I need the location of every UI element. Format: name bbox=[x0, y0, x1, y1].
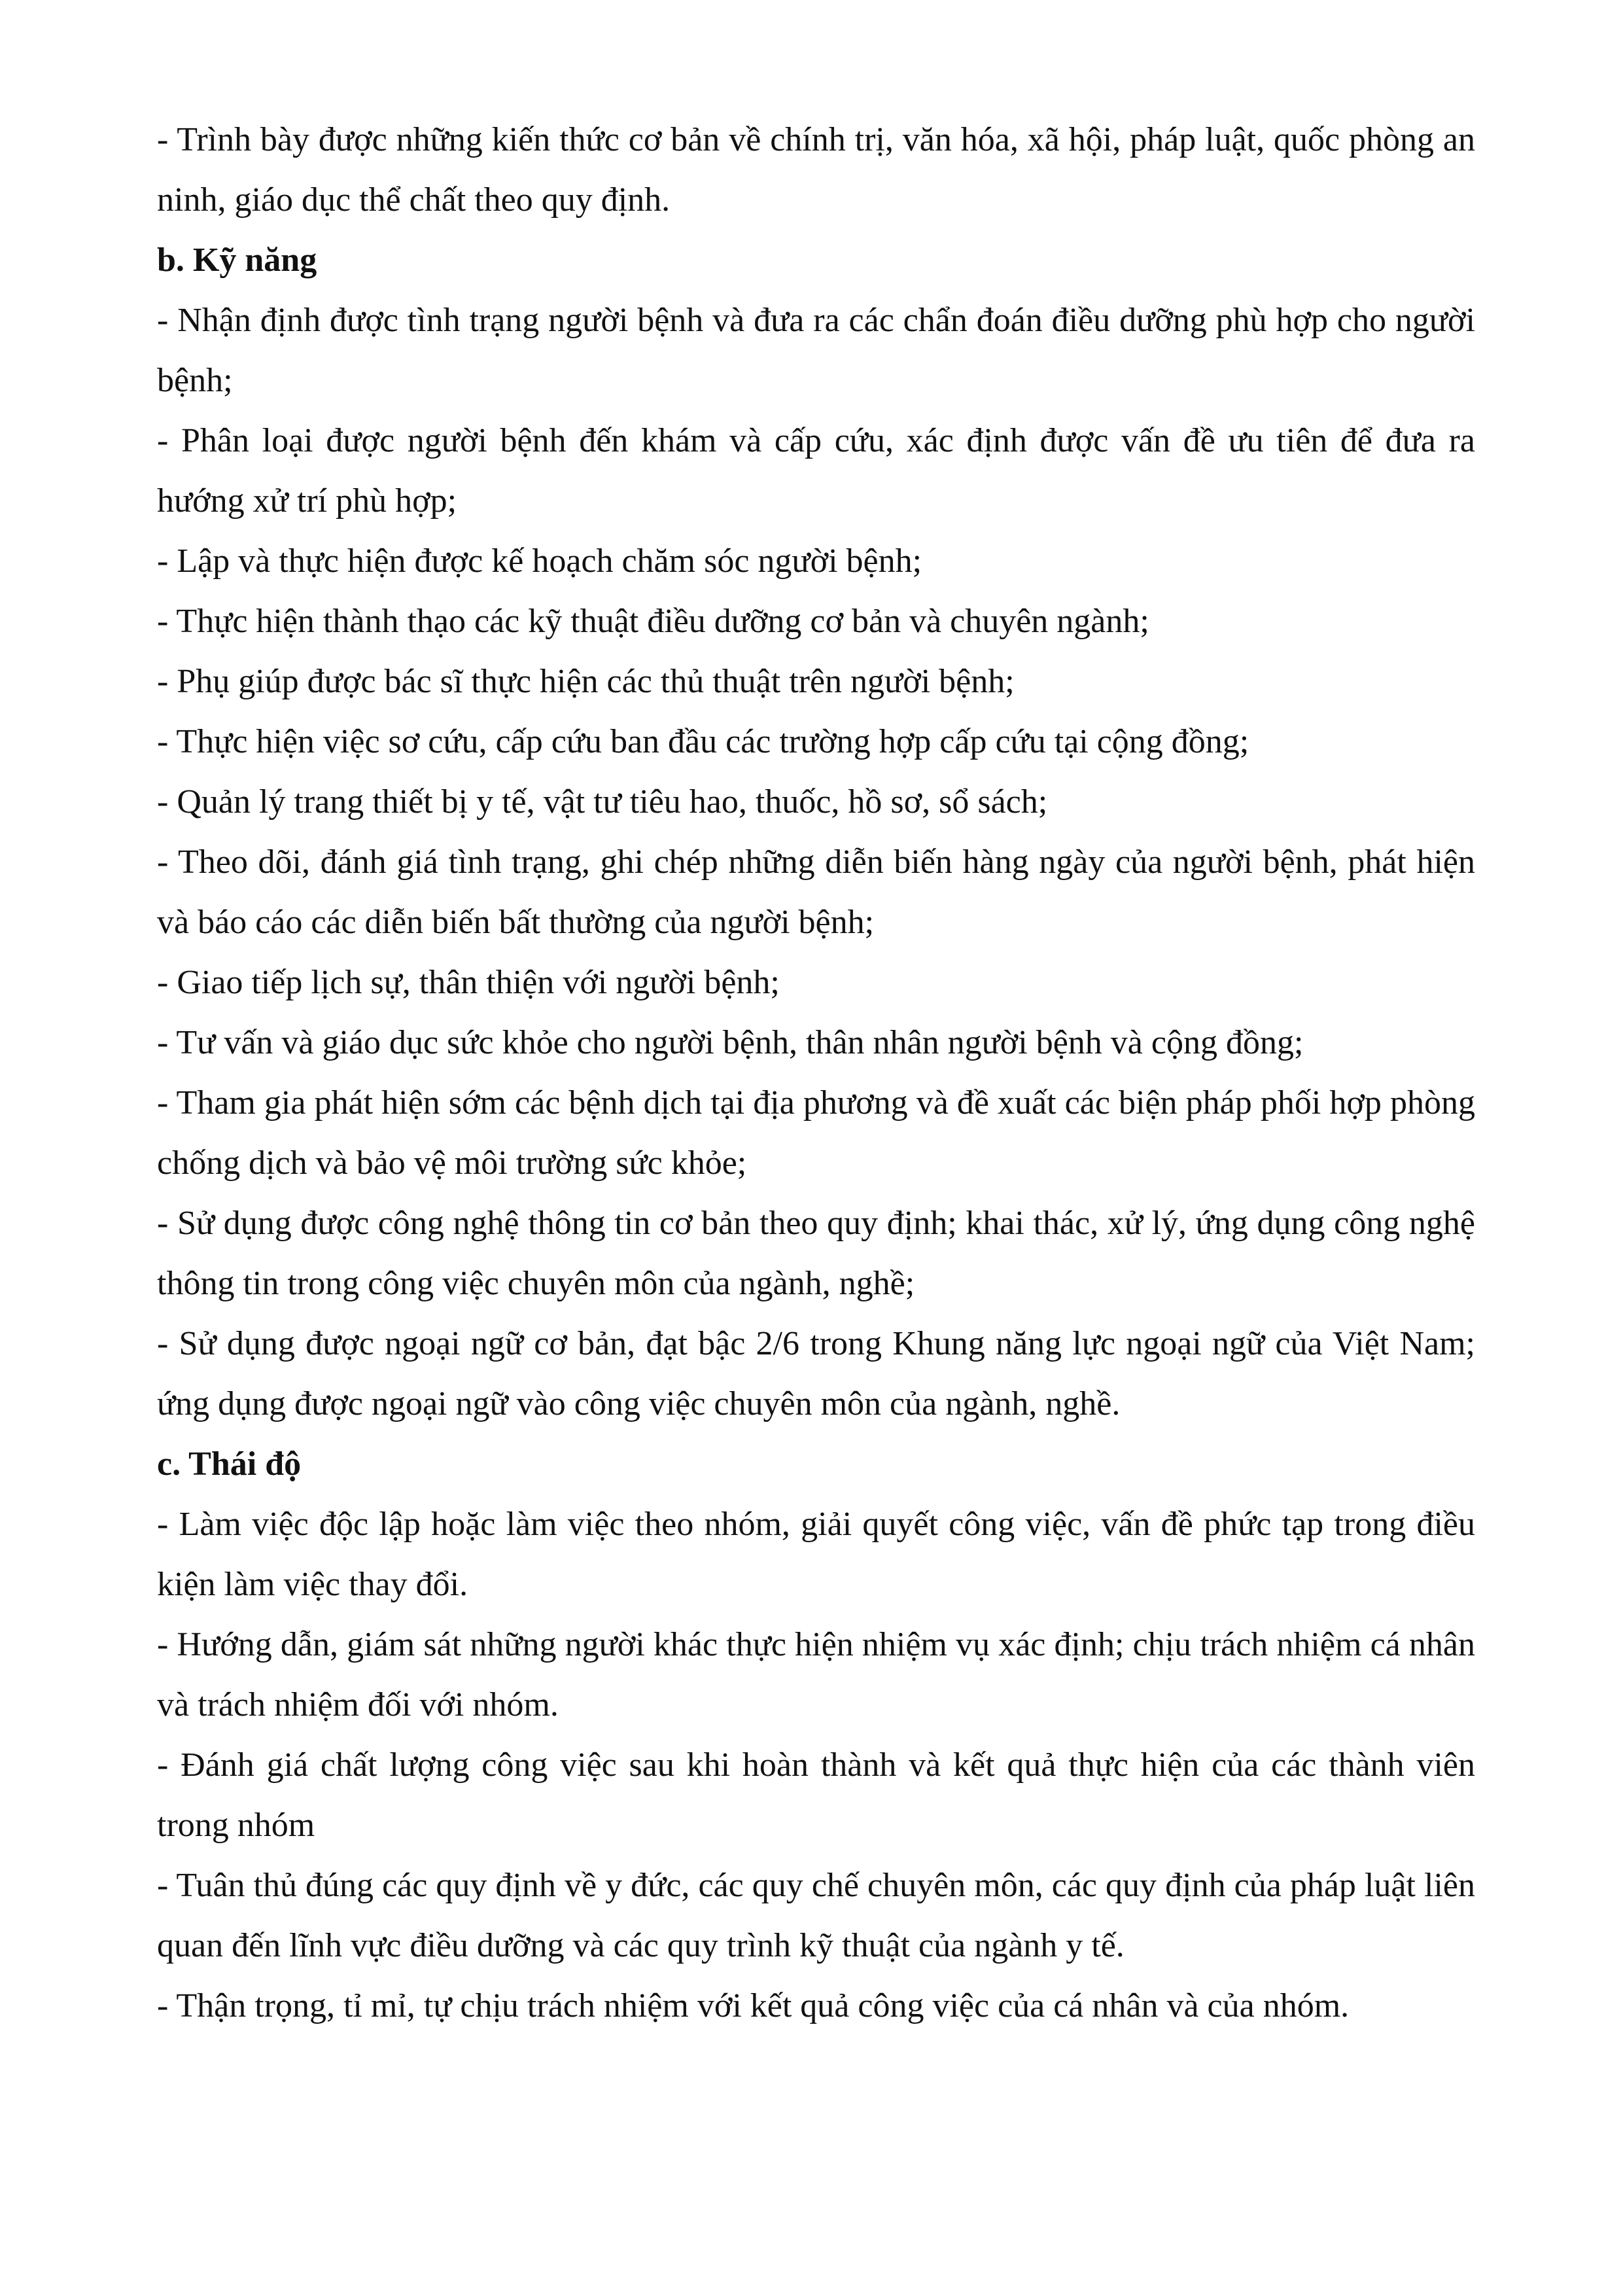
skill-item: - Theo dõi, đánh giá tình trạng, ghi chép những diễn biến hàng ngày của người bệnh, phát hiện và báo cáo các diễn biến bất thường của người bệnh; bbox=[157, 843, 1475, 941]
attitude-item: - Hướng dẫn, giám sát những người khác thực hiện nhiệm vụ xác định; chịu trách nhiệm cá nhân và trách nhiệm đối với nhóm. bbox=[157, 1626, 1475, 1723]
skill-item: - Tham gia phát hiện sớm các bệnh dịch tại địa phương và đề xuất các biện pháp phối hợp phòng chống dịch và bảo vệ môi trường sức khỏe; bbox=[157, 1084, 1475, 1182]
attitude-item: - Thận trọng, tỉ mỉ, tự chịu trách nhiệm với kết quả công việc của cá nhân và của nhóm. bbox=[157, 1987, 1350, 2024]
skill-item: - Lập và thực hiện được kế hoạch chăm sóc người bệnh; bbox=[157, 542, 922, 580]
attitude-item: - Đánh giá chất lượng công việc sau khi hoàn thành và kết quả thực hiện của các thành viên trong nhóm bbox=[157, 1746, 1475, 1844]
attitude-item: - Làm việc độc lập hoặc làm việc theo nhóm, giải quyết công việc, vấn đề phức tạp trong điều kiện làm việc thay đổi. bbox=[157, 1506, 1475, 1603]
intro-item: - Trình bày được những kiến thức cơ bản về chính trị, văn hóa, xã hội, pháp luật, quốc phòng an ninh, giáo dục thể chất theo quy định. bbox=[157, 121, 1475, 219]
skill-item: - Phụ giúp được bác sĩ thực hiện các thủ thuật trên người bệnh; bbox=[157, 663, 1015, 700]
skill-item: - Sử dụng được ngoại ngữ cơ bản, đạt bậc 2/6 trong Khung năng lực ngoại ngữ của Việt Nam; ứng dụng được ngoại ngữ vào công việc chuyên môn của ngành, nghề. bbox=[157, 1325, 1475, 1422]
skill-item: - Phân loại được người bệnh đến khám và cấp cứu, xác định được vấn đề ưu tiên để đưa ra hướng xử trí phù hợp; bbox=[157, 422, 1475, 520]
skill-item: - Sử dụng được công nghệ thông tin cơ bản theo quy định; khai thác, xử lý, ứng dụng công nghệ thông tin trong công việc chuyên môn của ngành, nghề; bbox=[157, 1205, 1475, 1302]
document-page bbox=[157, 110, 1475, 2036]
skill-item: - Tư vấn và giáo dục sức khỏe cho người bệnh, thân nhân người bệnh và cộng đồng; bbox=[157, 1024, 1304, 1061]
skill-item: - Giao tiếp lịch sự, thân thiện với người bệnh; bbox=[157, 964, 780, 1001]
skill-item: - Thực hiện việc sơ cứu, cấp cứu ban đầu các trường hợp cấp cứu tại cộng đồng; bbox=[157, 723, 1249, 760]
section-heading-attitude: c. Thái độ bbox=[157, 1445, 302, 1483]
attitude-item: - Tuân thủ đúng các quy định về y đức, các quy chế chuyên môn, các quy định của pháp luật liên quan đến lĩnh vực điều dưỡng và các quy trình kỹ thuật của ngành y tế. bbox=[157, 1867, 1475, 1964]
section-heading-skills: b. Kỹ năng bbox=[157, 241, 317, 279]
skill-item: - Quản lý trang thiết bị y tế, vật tư tiêu hao, thuốc, hồ sơ, sổ sách; bbox=[157, 783, 1048, 821]
skill-item: - Nhận định được tình trạng người bệnh và đưa ra các chẩn đoán điều dưỡng phù hợp cho người bệnh; bbox=[157, 302, 1475, 399]
skill-item: - Thực hiện thành thạo các kỹ thuật điều dưỡng cơ bản và chuyên ngành; bbox=[157, 603, 1149, 640]
